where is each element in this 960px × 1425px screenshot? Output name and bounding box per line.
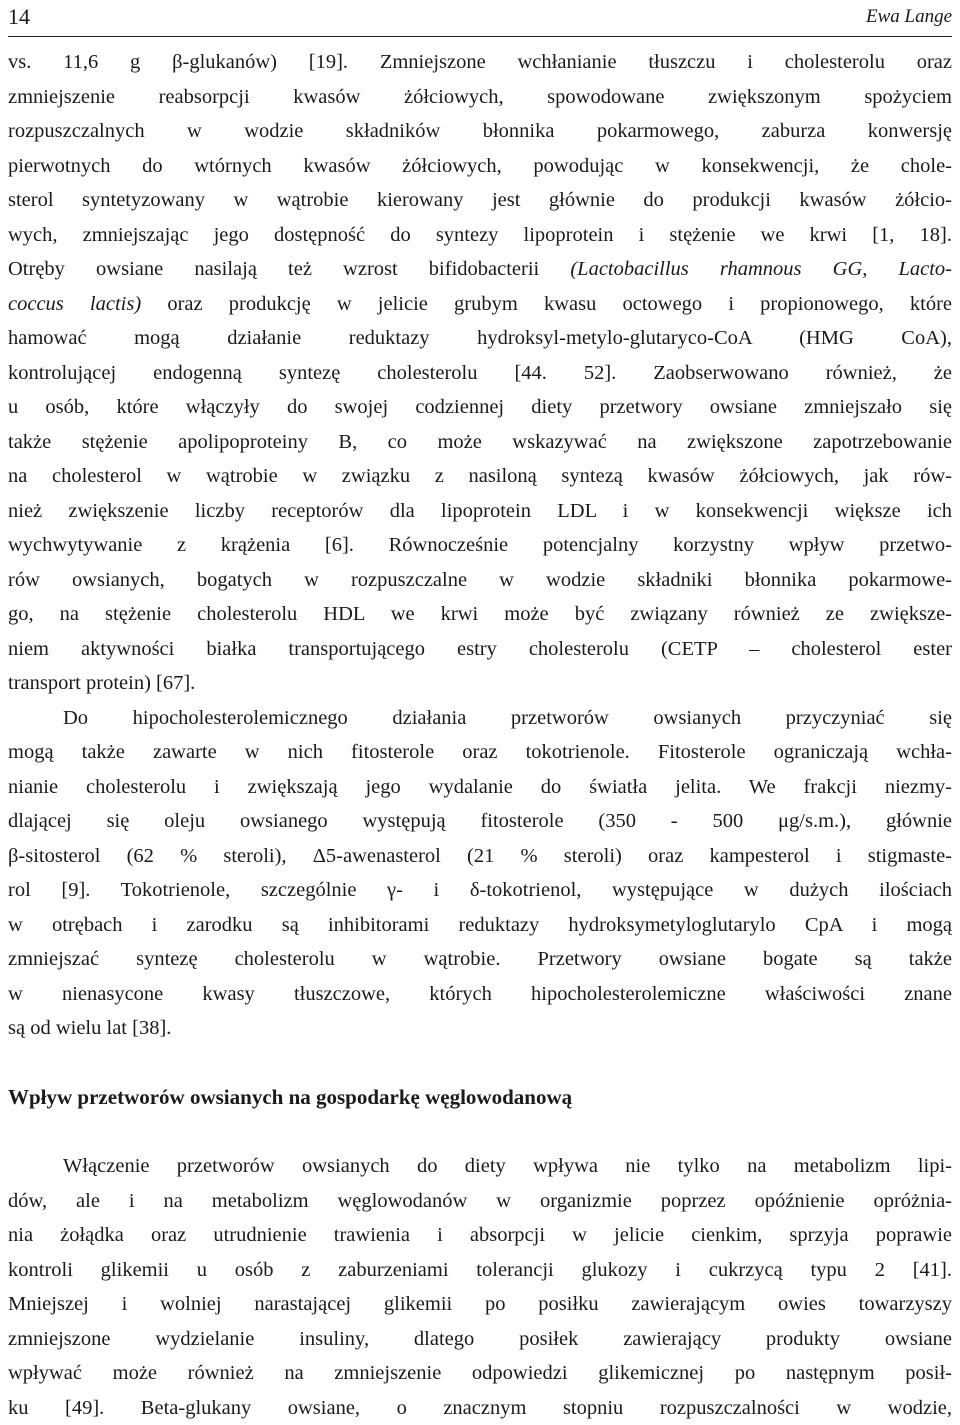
text-line bbox=[8, 287, 952, 322]
text-line: transport protein) [67]. bbox=[8, 666, 952, 701]
text-line: są od wielu lat [38]. bbox=[8, 1011, 952, 1046]
paragraph-1 bbox=[8, 45, 952, 701]
paragraph-3 bbox=[8, 1149, 952, 1425]
text-line: ku [49]. Beta-glukany owsiane, o znacznym stopniu rozpuszczalności w wodzie, bbox=[8, 1391, 952, 1425]
page-header bbox=[8, 0, 952, 37]
text-line: Włączenie przetworów owsianych do diety wpływa nie tylko na metabolizm lipi- bbox=[8, 1149, 952, 1184]
text-line: Do hipocholesterolemicznego działania przetworów owsianych przyczyniać się bbox=[8, 701, 952, 736]
section-heading: Wpływ przetworów owsianych na gospodarkę węglowodanową bbox=[8, 1080, 952, 1115]
text-line: vs. 11,6 g β-glukanów) [19]. Zmniejszone wchłanianie tłuszczu i cholesterolu oraz bbox=[8, 45, 952, 80]
text-line: nianie cholesterolu i zwiększają jego wydalanie do światła jelita. We frakcji niezmy- bbox=[8, 770, 952, 805]
text-run: oraz produkcję w jelicie grubym kwasu octowego i propionowego, które bbox=[141, 293, 952, 315]
text-line: w otrębach i zarodku są inhibitorami reduktazy hydroksymetyloglutarylo CpA i mogą bbox=[8, 908, 952, 943]
text-line: dów, ale i na metabolizm węglowodanów w organizmie poprzez opóźnienie opróżnia- bbox=[8, 1184, 952, 1219]
text-line: wych, zmniejszając jego dostępność do syntezy lipoprotein i stężenie we krwi [1, 18]. bbox=[8, 218, 952, 253]
spacer bbox=[8, 1046, 952, 1081]
text-line: wpływać może również na zmniejszenie odpowiedzi glikemicznej po następnym posił- bbox=[8, 1356, 952, 1391]
text-line: kontrolującej endogenną syntezę cholesterolu [44. 52]. Zaobserwowano również, że bbox=[8, 356, 952, 391]
text-line: także stężenie apolipoproteiny B, co może wskazywać na zwiększone zapotrzebowanie bbox=[8, 425, 952, 460]
species-name: (Lactobacillus rhamnous GG, Lacto- bbox=[570, 258, 952, 280]
text-line: rol [9]. Tokotrienole, szczególnie γ- i δ-tokotrienol, występujące w dużych ilościach bbox=[8, 873, 952, 908]
running-head-author: Ewa Lange bbox=[866, 6, 952, 28]
text-line: wychwytywanie z krążenia [6]. Równocześnie potencjalny korzystny wpływ przetwo- bbox=[8, 528, 952, 563]
text-line: zmniejszone wydzielanie insuliny, dlatego posiłek zawierający produkty owsiane bbox=[8, 1322, 952, 1357]
text-line: hamować mogą działanie reduktazy hydroksyl-metylo-glutaryco-CoA (HMG CoA), bbox=[8, 321, 952, 356]
text-line: mogą także zawarte w nich fitosterole oraz tokotrienole. Fitosterole ograniczają wchła- bbox=[8, 735, 952, 770]
text-line: kontroli glikemii u osób z zaburzeniami tolerancji glukozy i cukrzycą typu 2 [41]. bbox=[8, 1253, 952, 1288]
text-line: β-sitosterol (62 % steroli), Δ5-awenasterol (21 % steroli) oraz kampesterol i stigmaste- bbox=[8, 839, 952, 874]
text-line: w nienasycone kwasy tłuszczowe, których hipocholesterolemiczne właściwości znane bbox=[8, 977, 952, 1012]
species-name: coccus lactis) bbox=[8, 293, 141, 315]
text-line: dlającej się oleju owsianego występują fitosterole (350 - 500 μg/s.m.), głównie bbox=[8, 804, 952, 839]
text-line: Mniejszej i wolniej narastającej glikemii po posiłku zawierającym owies towarzyszy bbox=[8, 1287, 952, 1322]
paragraph-2 bbox=[8, 701, 952, 1046]
text-line: nież zwiększenie liczby receptorów dla lipoprotein LDL i w konsekwencji większe ich bbox=[8, 494, 952, 529]
text-line: rozpuszczalnych w wodzie składników błonnika pokarmowego, zaburza konwersję bbox=[8, 114, 952, 149]
text-line: sterol syntetyzowany w wątrobie kierowany jest głównie do produkcji kwasów żółcio- bbox=[8, 183, 952, 218]
body-text bbox=[8, 45, 952, 1425]
text-line: nia żołądka oraz utrudnienie trawienia i absorpcji w jelicie cienkim, sprzyja poprawie bbox=[8, 1218, 952, 1253]
text-line: zmniejszać syntezę cholesterolu w wątrobie. Przetwory owsiane bogate są także bbox=[8, 942, 952, 977]
text-line: rów owsianych, bogatych w rozpuszczalne w wodzie składniki błonnika pokarmowe- bbox=[8, 563, 952, 598]
spacer bbox=[8, 1115, 952, 1150]
text-run: Otręby owsiane nasilają też wzrost bifidobacterii bbox=[8, 258, 570, 280]
page-number: 14 bbox=[8, 4, 30, 30]
text-line: na cholesterol w wątrobie w związku z nasiloną syntezą kwasów żółciowych, jak rów- bbox=[8, 459, 952, 494]
text-line: niem aktywności białka transportującego estry cholesterolu (CETP – cholesterol ester bbox=[8, 632, 952, 667]
text-line: pierwotnych do wtórnych kwasów żółciowych, powodując w konsekwencji, że chole- bbox=[8, 149, 952, 184]
text-line bbox=[8, 252, 952, 287]
text-line: zmniejszenie reabsorpcji kwasów żółciowych, spowodowane zwiększonym spożyciem bbox=[8, 80, 952, 115]
text-line: go, na stężenie cholesterolu HDL we krwi może być związany również ze zwiększe- bbox=[8, 597, 952, 632]
text-line: u osób, które włączyły do swojej codziennej diety przetwory owsiane zmniejszało się bbox=[8, 390, 952, 425]
